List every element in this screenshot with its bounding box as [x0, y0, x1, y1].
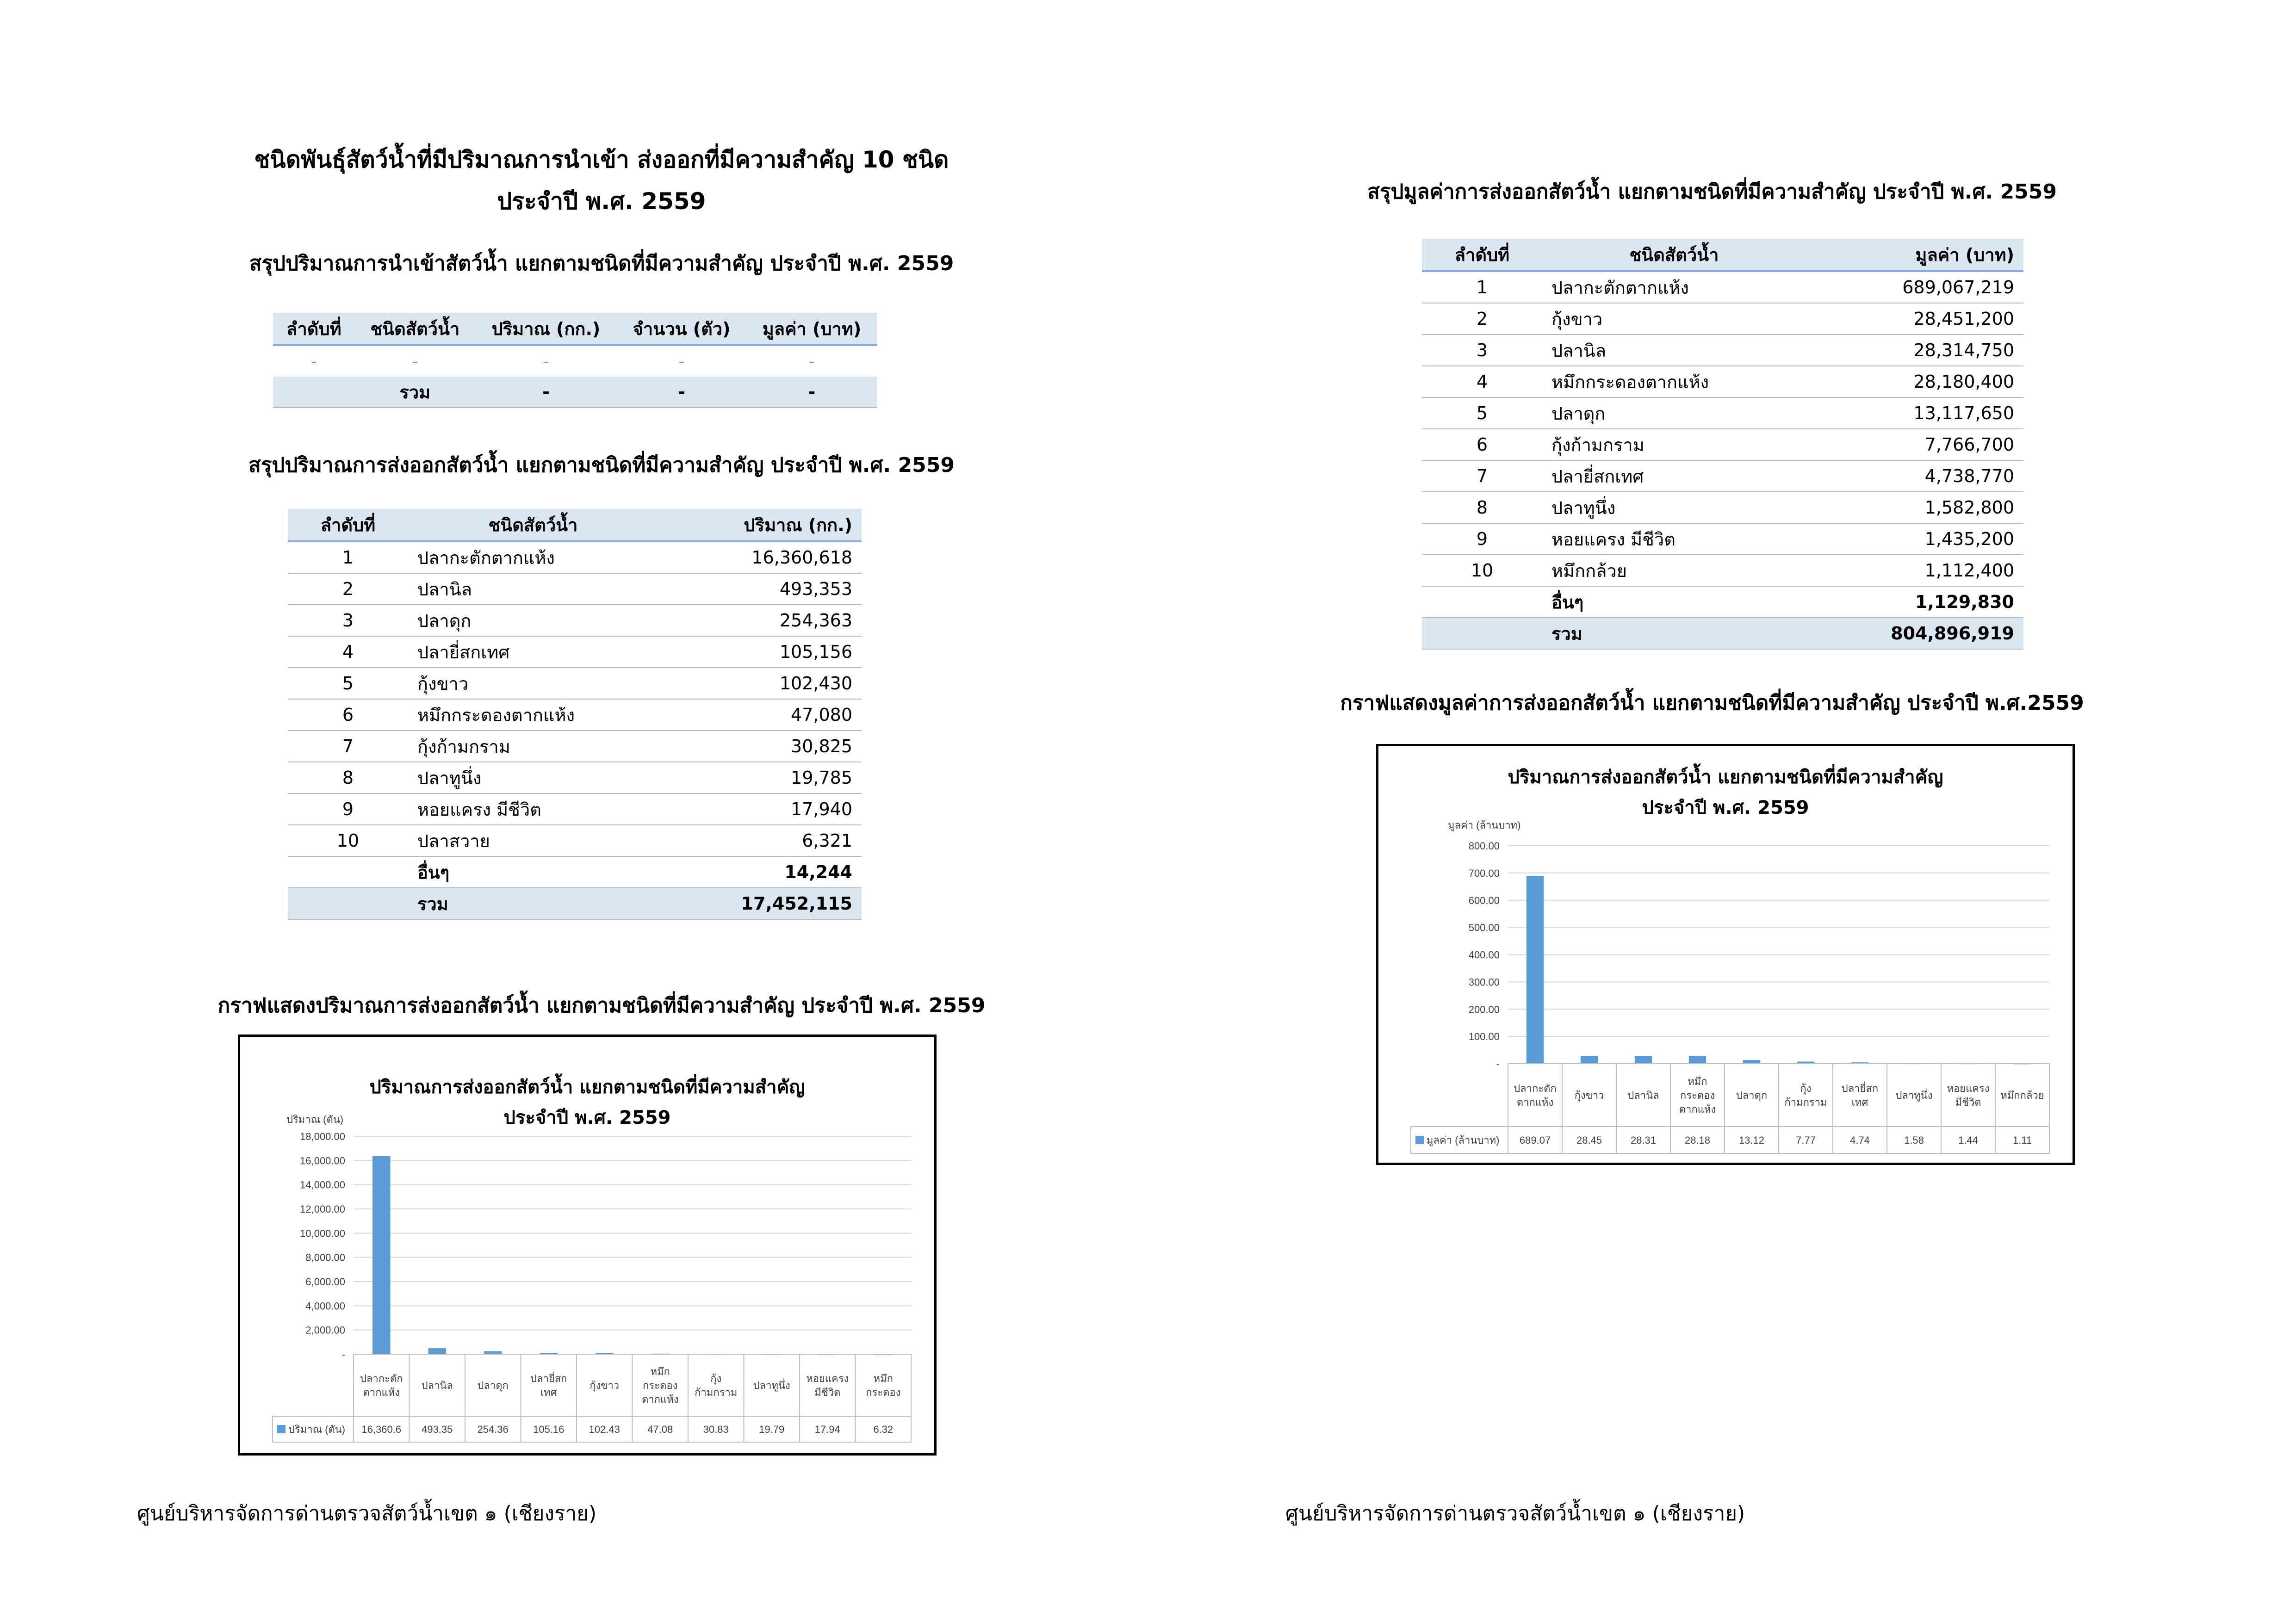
x-tick-label: ตากแห้ง — [1679, 1103, 1716, 1115]
table-cell: 8 — [288, 762, 408, 793]
x-tick-label: ปลาทูนึ่ง — [1895, 1090, 1933, 1101]
x-tick-label: ตากแห้ง — [363, 1387, 400, 1398]
y-tick-label: 10,000.00 — [300, 1227, 345, 1239]
table-cell: ปลาดุก — [408, 605, 658, 636]
table-row — [1422, 555, 2023, 586]
table-cell: - — [543, 351, 549, 372]
x-tick-label: ปลากะตัก — [360, 1373, 403, 1384]
table-cell: 10 — [288, 825, 408, 856]
x-tick-label: ปลายี่สก — [530, 1373, 567, 1384]
table-cell: 6 — [1422, 429, 1542, 460]
y-axis-label: ปริมาณ (ตัน) — [286, 1114, 344, 1125]
export-qty-header-row — [288, 509, 862, 541]
table-cell: 28,451,200 — [1806, 303, 2023, 335]
table-cell: 17,940 — [658, 793, 862, 825]
x-tick-label: หอยแครง — [806, 1373, 849, 1384]
export-value-col-species: ชนิดสัตว์น้ำ — [1542, 239, 1806, 271]
table-row — [288, 793, 862, 825]
data-label: 102.43 — [589, 1424, 620, 1435]
table-cell: 4 — [288, 636, 408, 668]
x-tick-label: กระดอง — [643, 1380, 678, 1391]
table-row — [288, 731, 862, 762]
x-tick-label: หมึก — [1688, 1076, 1707, 1087]
data-label: 28.31 — [1630, 1134, 1657, 1146]
y-tick-label: - — [1496, 1058, 1500, 1070]
table-row — [1422, 366, 2023, 397]
import-col-count: จำนวน (ตัว) — [617, 313, 746, 345]
x-tick-label: ก้ามกราม — [1784, 1096, 1827, 1108]
y-tick-label: 6,000.00 — [305, 1276, 345, 1288]
import-table — [273, 313, 877, 408]
table-cell: 17,452,115 — [658, 888, 862, 919]
y-tick-label: 600.00 — [1468, 894, 1500, 906]
table-cell — [288, 888, 408, 919]
x-tick-label: ก้ามกราม — [695, 1387, 738, 1398]
table-row — [1422, 303, 2023, 335]
table-row — [288, 541, 862, 573]
export-value-chart — [1376, 744, 2075, 1165]
table-cell: หมึกกระดองตากแห้ง — [1542, 366, 1806, 397]
value-row-border — [1411, 1127, 2049, 1153]
table-cell: ปลาสวาย — [408, 825, 658, 856]
table-cell: หอยแครง มีชีวิต — [408, 793, 658, 825]
data-label: 689.07 — [1519, 1134, 1551, 1146]
left-footer: ศูนย์บริหารจัดการด่านตรวจสัตว์น้ำเขต ๑ (เชียงราย) — [137, 1502, 597, 1525]
table-cell: ปลายี่สกเทศ — [408, 636, 658, 668]
data-label: 13.12 — [1738, 1134, 1765, 1146]
y-tick-label: 14,000.00 — [300, 1179, 345, 1191]
chart-plot-area — [1378, 746, 2073, 1163]
bar — [1581, 1056, 1598, 1064]
data-label: 4.74 — [1850, 1134, 1870, 1146]
x-tick-label: หอยแครง — [1947, 1083, 1990, 1094]
chart-subtitle: ประจำปี พ.ศ. 2559 — [503, 1107, 671, 1128]
table-row — [288, 762, 862, 793]
table-cell: 19,785 — [658, 762, 862, 793]
table-cell: 493,353 — [658, 573, 862, 605]
y-tick-label: 300.00 — [1468, 976, 1500, 988]
table-cell: 1,435,200 — [1806, 523, 2023, 555]
table-cell: 3 — [288, 605, 408, 636]
x-tick-label: กระดอง — [1680, 1090, 1715, 1101]
table-cell: ปลานิล — [1542, 335, 1806, 366]
other-row — [288, 856, 862, 888]
data-label: 30.83 — [703, 1424, 729, 1435]
table-row — [288, 605, 862, 636]
x-tick-label: ปลากะตัก — [1514, 1083, 1557, 1094]
table-cell: 30,825 — [658, 731, 862, 762]
table-cell: ปลากะตักตากแห้ง — [408, 541, 658, 573]
table-cell: - — [746, 377, 877, 408]
x-tick-label: เทศ — [540, 1387, 557, 1398]
x-tick-label: กระดอง — [866, 1387, 901, 1398]
table-cell: 6,321 — [658, 825, 862, 856]
x-tick-label: มีชีวิต — [814, 1387, 841, 1398]
table-cell: 254,363 — [658, 605, 862, 636]
y-tick-label: 500.00 — [1468, 922, 1500, 934]
table-row — [288, 825, 862, 856]
x-tick-label: เทศ — [1851, 1096, 1868, 1108]
x-tick-label: หมึกกล้วย — [2000, 1090, 2044, 1101]
y-tick-label: 4,000.00 — [305, 1300, 345, 1312]
x-tick-label: ปลาทูนึ่ง — [753, 1380, 790, 1391]
x-tick-label: ปลานิล — [1627, 1090, 1659, 1101]
table-row — [1422, 492, 2023, 523]
data-label: 47.08 — [647, 1424, 673, 1435]
table-cell: 28,180,400 — [1806, 366, 2023, 397]
table-cell: ปลาทูนึ่ง — [1542, 492, 1806, 523]
y-tick-label: 16,000.00 — [300, 1155, 345, 1167]
table-cell: หมึกกล้วย — [1542, 555, 1806, 586]
y-tick-label: - — [341, 1349, 345, 1360]
x-tick-label: มีชีวิต — [1955, 1096, 1981, 1108]
table-row — [1422, 460, 2023, 492]
table-cell — [288, 856, 408, 888]
bar — [1527, 876, 1544, 1064]
table-cell — [1422, 618, 1542, 649]
export-value-col-value: มูลค่า (บาท) — [1806, 239, 2023, 271]
table-cell: อื่นๆ — [1542, 586, 1806, 618]
table-cell: กุ้งก้ามกราม — [1542, 429, 1806, 460]
table-row — [1422, 271, 2023, 303]
x-tick-label: กุ้ง — [710, 1373, 722, 1384]
table-cell: รวม — [408, 888, 658, 919]
table-cell: ปลาทูนึ่ง — [408, 762, 658, 793]
table-cell: หมึกกระดองตากแห้ง — [408, 699, 658, 731]
import-col-qty: ปริมาณ (กก.) — [475, 313, 617, 345]
table-cell: 7,766,700 — [1806, 429, 2023, 460]
x-tick-label: ตากแห้ง — [1516, 1096, 1554, 1108]
y-tick-label: 8,000.00 — [305, 1251, 345, 1264]
export-value-col-rank: ลำดับที่ — [1422, 239, 1542, 271]
data-label: 28.45 — [1576, 1134, 1602, 1146]
total-row — [288, 888, 862, 919]
table-cell: - — [808, 351, 815, 372]
table-cell: 16,360,618 — [658, 541, 862, 573]
table-cell: 1 — [288, 541, 408, 573]
table-cell: 7 — [288, 731, 408, 762]
chart-title: ปริมาณการส่งออกสัตว์น้ำ แยกตามชนิดที่มีความสำคัญ — [1508, 767, 1943, 788]
export-value-graph-title: กราฟแสดงมูลค่าการส่งออกสัตว์น้ำ แยกตามชนิดที่มีความสำคัญ ประจำปี พ.ศ.2559 — [1340, 691, 2084, 715]
export-qty-table — [288, 509, 862, 920]
table-row — [1422, 429, 2023, 460]
table-cell: 105,156 — [658, 636, 862, 668]
table-cell: 1 — [1422, 271, 1542, 303]
table-cell: 9 — [288, 793, 408, 825]
data-label: 493.35 — [422, 1424, 453, 1435]
table-cell: 689,067,219 — [1806, 271, 2023, 303]
table-cell: กุ้งขาว — [1542, 303, 1806, 335]
import-total-row — [273, 377, 877, 408]
table-cell: หอยแครง มีชีวิต — [1542, 523, 1806, 555]
export-qty-section-title: สรุปปริมาณการส่งออกสัตว์น้ำ แยกตามชนิดที่มีความสำคัญ ประจำปี พ.ศ. 2559 — [248, 453, 955, 477]
table-cell: 2 — [288, 573, 408, 605]
data-label: 16,360.6 — [361, 1424, 402, 1435]
import-section-title: สรุปปริมาณการนำเข้าสัตว์น้ำ แยกตามชนิดที่มีความสำคัญ ประจำปี พ.ศ. 2559 — [249, 252, 954, 275]
data-label: 105.16 — [533, 1424, 565, 1435]
import-total-label: รวม — [355, 377, 475, 408]
table-cell: 1,129,830 — [1806, 586, 2023, 618]
legend-swatch — [277, 1425, 285, 1433]
x-tick-label: หมึก — [650, 1366, 670, 1377]
table-cell: 3 — [1422, 335, 1542, 366]
import-col-rank: ลำดับที่ — [273, 313, 355, 345]
data-label: 28.18 — [1684, 1134, 1711, 1146]
total-row — [1422, 618, 2023, 649]
table-row — [1422, 335, 2023, 366]
import-table-header-row — [273, 313, 877, 345]
table-cell: 1,112,400 — [1806, 555, 2023, 586]
x-tick-label: ปลาดุก — [1736, 1090, 1768, 1101]
table-cell: - — [411, 351, 418, 372]
table-cell: 10 — [1422, 555, 1542, 586]
table-cell: กุ้งก้ามกราม — [408, 731, 658, 762]
table-cell: ปลากะตักตากแห้ง — [1542, 271, 1806, 303]
data-label: 7.77 — [1796, 1134, 1816, 1146]
table-row — [273, 345, 877, 377]
table-cell: รวม — [1542, 618, 1806, 649]
x-tick-label: ปลาดุก — [477, 1380, 509, 1391]
main-title-line1: ชนิดพันธุ์สัตว์น้ำที่มีปริมาณการนำเข้า ส่งออกที่มีความสำคัญ 10 ชนิด — [254, 146, 949, 173]
export-qty-col-species: ชนิดสัตว์น้ำ — [408, 509, 658, 541]
table-cell: 13,117,650 — [1806, 397, 2023, 429]
chart-plot-area — [240, 1037, 934, 1453]
x-tick-label: หมึก — [873, 1373, 893, 1384]
y-tick-label: 400.00 — [1468, 949, 1500, 961]
data-label: 1.44 — [1958, 1134, 1978, 1146]
y-tick-label: 800.00 — [1468, 840, 1500, 852]
y-tick-label: 18,000.00 — [300, 1131, 345, 1142]
table-cell: - — [310, 351, 317, 372]
y-tick-label: 700.00 — [1468, 867, 1500, 879]
table-cell: กุ้งขาว — [408, 668, 658, 699]
table-row — [288, 573, 862, 605]
table-cell: 1,582,800 — [1806, 492, 2023, 523]
table-cell: 5 — [288, 668, 408, 699]
data-label: 1.58 — [1904, 1134, 1924, 1146]
chart-title: ปริมาณการส่งออกสัตว์น้ำ แยกตามชนิดที่มีความสำคัญ — [369, 1077, 805, 1098]
right-footer: ศูนย์บริหารจัดการด่านตรวจสัตว์น้ำเขต ๑ (เชียงราย) — [1285, 1502, 1745, 1525]
other-row — [1422, 586, 2023, 618]
bar — [1689, 1056, 1706, 1064]
legend-swatch — [1415, 1136, 1424, 1144]
table-row — [288, 668, 862, 699]
export-qty-chart — [238, 1035, 937, 1456]
export-qty-graph-title: กราฟแสดงปริมาณการส่งออกสัตว์น้ำ แยกตามชนิดที่มีความสำคัญ ประจำปี พ.ศ. 2559 — [217, 994, 986, 1017]
y-axis-label: มูลค่า (ล้านบาท) — [1448, 819, 1521, 831]
table-row — [1422, 397, 2023, 429]
table-cell: 7 — [1422, 460, 1542, 492]
data-label: 1.11 — [2012, 1134, 2032, 1146]
data-label: 19.79 — [759, 1424, 785, 1435]
table-cell: 9 — [1422, 523, 1542, 555]
import-col-species: ชนิดสัตว์น้ำ — [355, 313, 475, 345]
legend-label: มูลค่า (ล้านบาท) — [1427, 1134, 1500, 1146]
table-cell: - — [617, 377, 746, 408]
y-tick-label: 100.00 — [1468, 1031, 1500, 1043]
table-cell — [1422, 586, 1542, 618]
x-tick-label: ปลานิล — [421, 1380, 453, 1391]
table-row — [288, 699, 862, 731]
export-value-section-title: สรุปมูลค่าการส่งออกสัตว์น้ำ แยกตามชนิดที่มีความสำคัญ ประจำปี พ.ศ. 2559 — [1367, 180, 2057, 204]
export-value-header-row — [1422, 239, 2023, 271]
table-cell: 47,080 — [658, 699, 862, 731]
table-cell: 6 — [288, 699, 408, 731]
bar — [372, 1156, 391, 1354]
table-cell: 4,738,770 — [1806, 460, 2023, 492]
bar — [428, 1348, 446, 1354]
y-tick-label: 200.00 — [1468, 1004, 1500, 1016]
data-label: 17.94 — [814, 1424, 840, 1435]
bar — [1743, 1060, 1760, 1064]
table-cell: 102,430 — [658, 668, 862, 699]
table-cell: อื่นๆ — [408, 856, 658, 888]
table-cell: 804,896,919 — [1806, 618, 2023, 649]
main-title-line2: ประจำปี พ.ศ. 2559 — [497, 188, 706, 215]
x-tick-label: กุ้ง — [1800, 1083, 1812, 1094]
export-qty-col-qty: ปริมาณ (กก.) — [658, 509, 862, 541]
table-cell: 4 — [1422, 366, 1542, 397]
table-row — [1422, 523, 2023, 555]
table-cell: 5 — [1422, 397, 1542, 429]
x-tick-label: ตากแห้ง — [642, 1394, 679, 1405]
x-tick-label: กุ้งขาว — [1574, 1090, 1604, 1101]
table-cell: ปลานิล — [408, 573, 658, 605]
data-label: 254.36 — [477, 1424, 509, 1435]
bar — [1635, 1056, 1652, 1064]
table-cell: ปลาดุก — [1542, 397, 1806, 429]
table-cell: ปลายี่สกเทศ — [1542, 460, 1806, 492]
table-cell: - — [475, 377, 617, 408]
data-label: 6.32 — [873, 1424, 894, 1435]
table-cell: 14,244 — [658, 856, 862, 888]
legend-label: ปริมาณ (ตัน) — [288, 1424, 346, 1435]
x-tick-label: ปลายี่สก — [1841, 1083, 1879, 1094]
x-tick-label: กุ้งขาว — [590, 1380, 620, 1391]
table-cell: 8 — [1422, 492, 1542, 523]
y-tick-label: 12,000.00 — [300, 1203, 345, 1215]
table-cell: 28,314,750 — [1806, 335, 2023, 366]
table-cell: 2 — [1422, 303, 1542, 335]
import-col-value: มูลค่า (บาท) — [746, 313, 877, 345]
y-tick-label: 2,000.00 — [305, 1324, 345, 1336]
table-cell — [273, 377, 355, 408]
export-value-table — [1422, 239, 2023, 650]
chart-subtitle: ประจำปี พ.ศ. 2559 — [1642, 797, 1809, 818]
export-qty-col-rank: ลำดับที่ — [288, 509, 408, 541]
table-cell: - — [678, 351, 685, 372]
table-row — [288, 636, 862, 668]
